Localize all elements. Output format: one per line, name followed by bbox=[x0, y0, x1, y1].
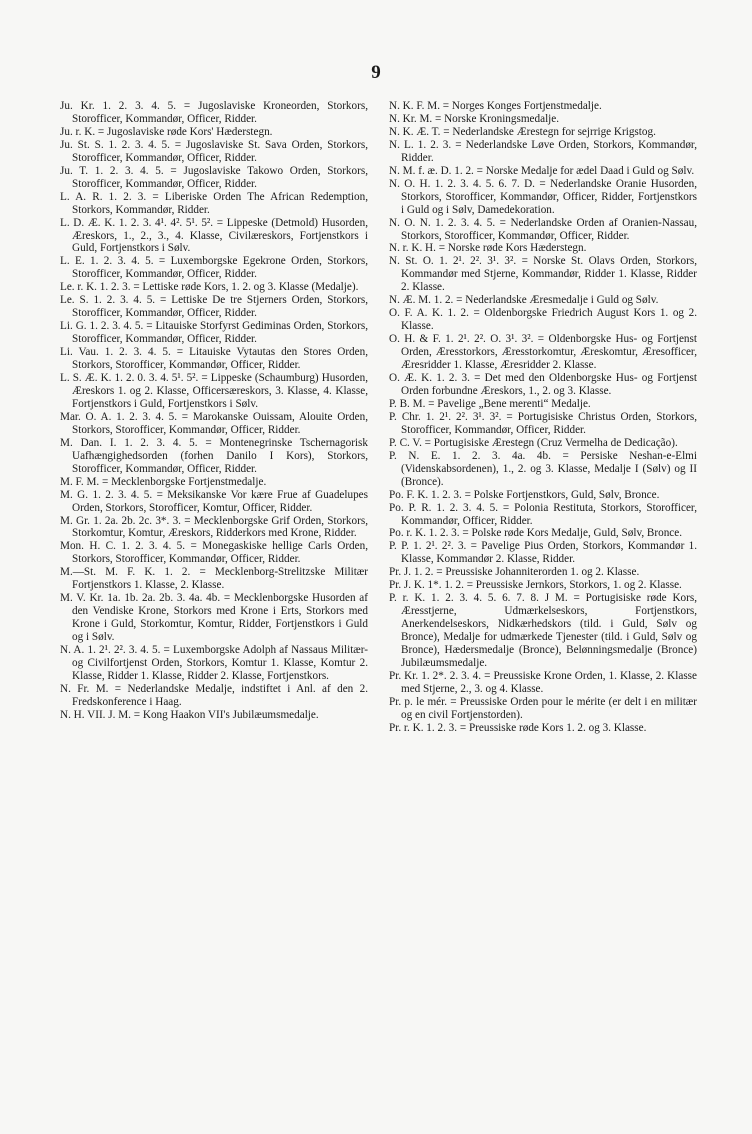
abbreviation-entry: N. H. VII. J. M. = Kong Haakon VII's Jubilæumsmedalje. bbox=[60, 708, 319, 721]
abbreviation-entry: O. Æ. K. 1. 2. 3. = Det med den Oldenborgske Hus- og Fortjenst Orden forbundne Æreskors, 1., 2. og 3. Klasse. bbox=[389, 372, 697, 397]
abbreviation-entry: N. A. 1. 2¹. 2². 3. 4. 5. = Luxemborgske Adolph af Nassaus Militær- og Civilfortjenst Orden, Storkors, Komtur 1. Klasse, Komtur 2. Klasse, Ridder 1. Klasse, Ridder 2. Klasse, Fortjenstkors. bbox=[60, 644, 368, 682]
abbreviation-entry: M. V. Kr. 1a. 1b. 2a. 2b. 3. 4a. 4b. = Mecklenborgske Husorden af den Vendiske Krone, Storkors med Krone i Erts, Storkors med Krone i Guld, Storkomtur, Komtur, Ridder, Fortjenstkors i Guld og i Sølv. bbox=[60, 592, 368, 644]
abbreviation-entry: M. G. 1. 2. 3. 4. 5. = Meksikanske Vor kære Frue af Guadelupes Orden, Storkors, Storofficer, Komtur, Officer, Ridder. bbox=[60, 488, 368, 514]
abbreviation-entry: N. K. F. M. = Norges Konges Fortjenstmedalje. bbox=[389, 100, 602, 112]
abbreviation-entry: P. P. 1. 2¹. 2². 3. = Pavelige Pius Orden, Storkors, Kommandør 1. Klasse, Kommandør 2. Klasse, Ridder. bbox=[389, 540, 697, 566]
abbreviation-entry: Ju. T. 1. 2. 3. 4. 5. = Jugoslaviske Takowo Orden, Storkors, Storofficer, Kommandør, Officer, Ridder. bbox=[60, 164, 368, 190]
abbreviation-entry: M. Gr. 1. 2a. 2b. 2c. 3*. 3. = Mecklenborgske Grif Orden, Storkors, Storkomtur, Komtur, Æreskors, Ridderkors med Krone, Ridder. bbox=[60, 514, 368, 540]
abbreviation-entry: Li. Vau. 1. 2. 3. 4. 5. = Litauiske Vytautas den Stores Orden, Storkors, Storofficer, Kommandør, Officer, Ridder. bbox=[60, 346, 368, 372]
abbreviation-entry: Li. G. 1. 2. 3. 4. 5. = Litauiske Storfyrst Gediminas Orden, Storkors, Storofficer, Kommandør, Officer, Ridder. bbox=[60, 320, 368, 346]
abbreviation-entry: N. M. f. æ. D. 1. 2. = Norske Medalje for ædel Daad i Guld og Sølv. bbox=[389, 164, 695, 177]
abbreviation-entry: O. H. & F. 1. 2¹. 2². O. 3¹. 3². = Oldenborgske Hus- og Fortjenst Orden, Æresstorkors, Æresstorkomtur, Æreskomtur, Æresofficer, Æresridder 1. Klasse, Æresridder 2. Klasse. bbox=[389, 333, 697, 372]
abbreviation-entry: O. F. A. K. 1. 2. = Oldenborgske Friedrich August Kors 1. og 2. Klasse. bbox=[389, 307, 697, 333]
abbreviation-entry: N. L. 1. 2. 3. = Nederlandske Løve Orden, Storkors, Kommandør, Ridder. bbox=[389, 138, 697, 164]
abbreviation-entry: N. Kr. M. = Norske Kroningsmedalje. bbox=[389, 112, 560, 125]
abbreviation-entry: Pr. r. K. 1. 2. 3. = Preussiske røde Kors 1. 2. og 3. Klasse. bbox=[389, 721, 647, 734]
abbreviation-entry: L. D. Æ. K. 1. 2. 3. 4¹. 4². 5¹. 5². = Lippeske (Detmold) Husorden, Æreskors, 1., 2., 3., 4. Klasse, Civilæreskors, Fortjenstkors i Guld, Fortjenstkors i Sølv. bbox=[60, 216, 368, 255]
abbreviation-entry: N. Æ. M. 1. 2. = Nederlandske Æresmedalje i Guld og Sølv. bbox=[389, 294, 659, 307]
abbreviation-entry: Po. r. K. 1. 2. 3. = Polske røde Kors Medalje, Guld, Sølv, Bronce. bbox=[389, 527, 683, 540]
abbreviation-entry: L. A. R. 1. 2. 3. = Liberiske Orden The African Redemption, Storkors, Kommandør, Ridder. bbox=[60, 190, 368, 216]
abbreviation-entry: Mar. O. A. 1. 2. 3. 4. 5. = Marokanske Ouissam, Alouite Orden, Storkors, Storofficer, Kommandør, Officer, Ridder. bbox=[60, 410, 368, 436]
abbreviation-entry: P. N. E. 1. 2. 3. 4a. 4b. = Persiske Neshan-e-Elmi (Videnskabsordenen), 1., 2. og 3. Klasse, Medalje I (Sølv) og II (Bronce). bbox=[389, 449, 697, 488]
abbreviation-entry: N. O. H. 1. 2. 3. 4. 5. 6. 7. D. = Nederlandske Oranie Husorden, Storkors, Storofficer, Kommandør, Officer, Ridder, Fortjenstkors i Guld og i Sølv, Damedekoration. bbox=[389, 177, 697, 216]
abbreviation-entry: N. O. N. 1. 2. 3. 4. 5. = Nederlandske Orden af Oranien-Nassau, Storkors, Storofficer, Kommandør, Officer, Ridder. bbox=[389, 216, 697, 242]
abbreviation-entry: Po. F. K. 1. 2. 3. = Polske Fortjenstkors, Guld, Sølv, Bronce. bbox=[389, 488, 660, 501]
abbreviation-entry: N. St. O. 1. 2¹. 2². 3¹. 3². = Norske St. Olavs Orden, Storkors, Kommandør med Stjerne, Kommandør, Ridder 1. Klasse, Ridder 2. Klasse. bbox=[389, 255, 697, 294]
abbreviation-entry: Mon. H. C. 1. 2. 3. 4. 5. = Monegaskiske hellige Carls Orden, Storkors, Storofficer, Kommandør, Officer, Ridder. bbox=[60, 540, 368, 566]
abbreviation-entry: P. C. V. = Portugisiske Ærestegn (Cruz Vermelha de Dedicação). bbox=[389, 436, 678, 449]
abbreviation-entry: P. r. K. 1. 2. 3. 4. 5. 6. 7. 8. J M. = Portugisiske røde Kors, Æresstjerne, Udmærkelseskors, Fortjenstkors, Anerkendelseskors, Nidkærhedskors (tild. i Guld, Sølv og Bronce), Medalje for udmærkede Tjenester (tild. i Guld, Sølv og Bronce), Hædersmedalje (Bronce), Belønningsmedalje (Bronce) Jubilæumsmedalje. bbox=[389, 592, 697, 669]
abbreviation-entry: P. Chr. 1. 2¹. 2². 3¹. 3². = Portugisiske Christus Orden, Storkors, Storofficer, Kommandør, Officer, Ridder. bbox=[389, 410, 697, 436]
abbreviation-entry: Ju. St. S. 1. 2. 3. 4. 5. = Jugoslaviske St. Sava Orden, Storkors, Storofficer, Kommandør, Officer, Ridder. bbox=[60, 138, 368, 164]
abbreviation-entry: Pr. J. K. 1*. 1. 2. = Preussiske Jernkors, Storkors, 1. og 2. Klasse. bbox=[389, 579, 682, 592]
abbreviation-entry: Ju. Kr. 1. 2. 3. 4. 5. = Jugoslaviske Kroneorden, Storkors, Storofficer, Kommandør, Officer, Ridder. bbox=[60, 100, 368, 125]
abbreviation-entry: Ju. r. K. = Jugoslaviske røde Kors' Hæderstegn. bbox=[60, 125, 273, 138]
abbreviation-entry: N. r. K. H. = Norske røde Kors Hæderstegn. bbox=[389, 242, 587, 255]
abbreviation-entry: L. E. 1. 2. 3. 4. 5. = Luxemborgske Egekrone Orden, Storkors, Storofficer, Kommandør, Officer, Ridder. bbox=[60, 255, 368, 281]
abbreviation-entry: L. S. Æ. K. 1. 2. 0. 3. 4. 5¹. 5². = Lippeske (Schaumburg) Husorden, Æreskors 1. og 2. Klasse, Officersæreskors, 3. Klasse, 4. Klasse, Fortjenstkors i Guld, Fortjenstkors i Sølv. bbox=[60, 372, 368, 410]
abbreviation-entry: Pr. p. le mér. = Preussiske Orden pour le mérite (er delt i en militær og en civil Fortjenstorden). bbox=[389, 695, 697, 721]
abbreviation-entry: N. K. Æ. T. = Nederlandske Ærestegn for sejrrige Krigstog. bbox=[389, 125, 656, 138]
abbreviation-entry: M.—St. M. F. K. 1. 2. = Mecklenborg-Strelitzske Militær Fortjenstkors 1. Klasse, 2. Klasse. bbox=[60, 566, 368, 592]
left-column bbox=[60, 100, 368, 722]
right-column bbox=[389, 100, 697, 735]
abbreviation-entry: Pr. Kr. 1. 2*. 2. 3. 4. = Preussiske Krone Orden, 1. Klasse, 2. Klasse med Stjerne, 2., 3. og 4. Klasse. bbox=[389, 669, 697, 695]
abbreviation-entry: Pr. J. 1. 2. = Preussiske Johanniterorden 1. og 2. Klasse. bbox=[389, 566, 640, 579]
abbreviation-entry: Le. r. K. 1. 2. 3. = Lettiske røde Kors, 1. 2. og 3. Klasse (Medalje). bbox=[60, 281, 359, 294]
abbreviation-entry: Le. S. 1. 2. 3. 4. 5. = Lettiske De tre Stjerners Orden, Storkors, Storofficer, Kommandør, Officer, Ridder. bbox=[60, 294, 368, 320]
abbreviation-entry: M. Dan. I. 1. 2. 3. 4. 5. = Montenegrinske Tschernagorisk Uafhængighedsorden (forhen Danilo I Kors), Storkors, Storofficer, Kommandør, Officer, Ridder. bbox=[60, 436, 368, 475]
abbreviation-entry: P. B. M. = Pavelige „Bene merenti“ Medalje. bbox=[389, 397, 591, 410]
page-number: 9 bbox=[371, 62, 381, 83]
abbreviation-entry: M. F. M. = Mecklenborgske Fortjenstmedalje. bbox=[60, 475, 267, 488]
abbreviation-entry: Po. P. R. 1. 2. 3. 4. 5. = Polonia Restituta, Storkors, Storofficer, Kommandør, Officer, Ridder. bbox=[389, 501, 697, 527]
abbreviation-entry: N. Fr. M. = Nederlandske Medalje, indstiftet i Anl. af den 2. Fredskonference i Haag. bbox=[60, 682, 368, 708]
